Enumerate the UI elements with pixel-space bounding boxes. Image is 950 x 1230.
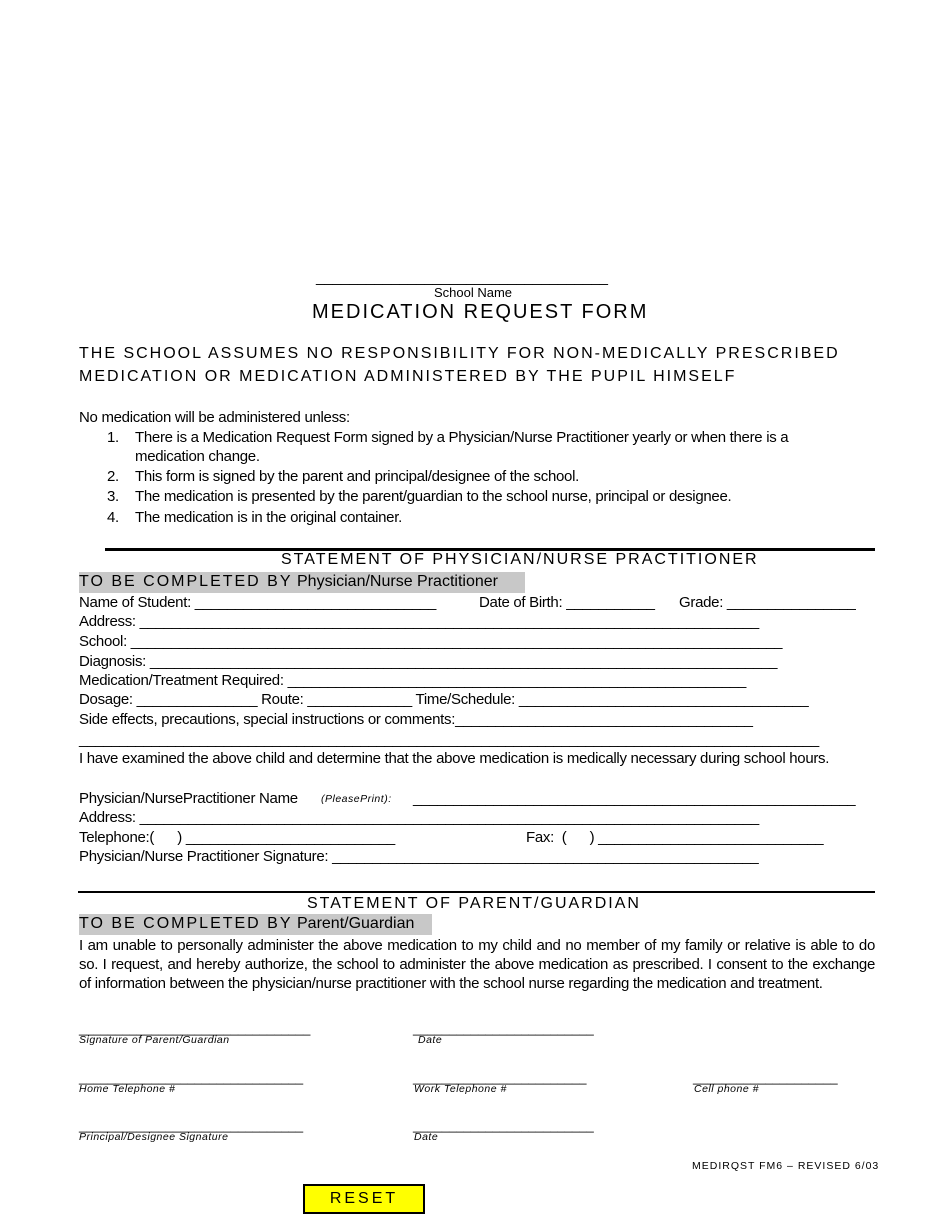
condition-1-text-cont: medication change. [135,448,260,465]
condition-2-text: This form is signed by the parent and principal/designee of the school. [135,468,579,485]
side-effects-field[interactable]: Side effects, precautions, special instructions or comments:_____________________________________ [79,711,753,728]
disclaimer-line-1: THE SCHOOL ASSUMES NO RESPONSIBILITY FOR NON-MEDICALLY PRESCRIBED [79,345,840,362]
cell-phone-field[interactable]: ____________________ [693,1070,838,1085]
grade-field[interactable]: Grade: ________________ [679,594,856,611]
home-telephone-label: Home Telephone # [79,1083,176,1095]
parent-consent-statement: I am unable to personally administer the above medication to my child and no member of my family or relative is able to do so. I request, and hereby authorize, the school to administer the above medication as prescribed. I consent to the exchange of information between the physician/nurse practitioner with the school nurse regarding the medication and treatment. [79,937,875,992]
disclaimer-line-2: MEDICATION OR MEDICATION ADMINISTERED BY THE PUPIL HIMSELF [79,368,737,385]
principal-signature-label: Principal/Designee Signature [79,1131,229,1143]
physician-name-field[interactable]: _______________________________________________________ [413,790,856,807]
school-name-blank[interactable]: ___________________________________ [316,269,608,286]
address-field[interactable]: Address: _____________________________________________________________________________ [79,613,759,630]
parent-date-field[interactable]: _________________________ [413,1021,594,1036]
school-field[interactable]: School: _________________________________________________________________________________ [79,633,783,650]
work-telephone-field[interactable]: ________________________ [413,1070,587,1085]
principal-date-label: Date [414,1131,439,1143]
condition-3-num: 3. [107,488,119,505]
form-code: MEDIRQST FM6 – REVISED 6/03 [692,1160,880,1172]
please-print-note: (PleasePrint): [321,793,392,805]
physician-signature-field[interactable]: Physician/Nurse Practitioner Signature: _____________________________________________________ [79,848,759,865]
reset-button[interactable]: RESET [303,1184,425,1214]
student-name-field[interactable]: Name of Student: ______________________________ [79,594,437,611]
condition-3-text: The medication is presented by the parent/guardian to the school nurse, principal or designee. [135,488,732,505]
conditions-intro: No medication will be administered unless: [79,409,350,426]
fax-field[interactable]: Fax: ( ) ____________________________ [526,829,824,846]
parent-signature-label: Signature of Parent/Guardian [79,1034,230,1046]
parent-section-rule [78,891,875,893]
physician-to-be-completed: TO BE COMPLETED BY [79,573,293,590]
condition-1-text: There is a Medication Request Form signed by a Physician/Nurse Practitioner yearly or when there is a [135,429,789,446]
condition-4-text: The medication is in the original container. [135,509,402,526]
parent-date-label: Date [418,1034,443,1046]
parent-to-be-completed: TO BE COMPLETED BY [79,915,293,932]
physician-completed-by: Physician/Nurse Practitioner [297,573,498,590]
condition-1-num: 1. [107,429,119,446]
side-effects-blank-line[interactable]: ____________________________________________________________________________________________ [79,731,819,748]
condition-2-num: 2. [107,468,119,485]
parent-heading: STATEMENT OF PARENT/GUARDIAN [307,895,641,912]
page-title: MEDICATION REQUEST FORM [312,301,649,323]
parent-signature-field[interactable]: ________________________________ [79,1021,311,1036]
work-telephone-label: Work Telephone # [414,1083,507,1095]
principal-date-field[interactable]: _________________________ [413,1118,594,1133]
physician-name-label: Physician/NursePractitioner Name [79,790,298,807]
school-name-label: School Name [434,285,513,300]
condition-4-num: 4. [107,509,119,526]
examined-statement: I have examined the above child and determine that the above medication is medically necessary during school hours. [79,750,830,767]
physician-heading: STATEMENT OF PHYSICIAN/NURSE PRACTITIONER [281,551,759,568]
home-telephone-field[interactable]: _______________________________ [79,1070,304,1085]
parent-completed-by: Parent/Guardian [297,915,415,932]
dosage-route-schedule-field[interactable]: Dosage: _______________ Route: _____________ Time/Schedule: ____________________________________ [79,691,809,708]
date-of-birth-field[interactable]: Date of Birth: ___________ [479,594,655,611]
cell-phone-label: Cell phone # [694,1083,759,1095]
diagnosis-field[interactable]: Diagnosis: ______________________________________________________________________________ [79,653,778,670]
telephone-field[interactable]: Telephone:( ) __________________________ [79,829,395,846]
medication-field[interactable]: Medication/Treatment Required: _________________________________________________________ [79,672,746,689]
physician-address-field[interactable]: Address: _____________________________________________________________________________ [79,809,759,826]
principal-signature-field[interactable]: _______________________________ [79,1118,304,1133]
